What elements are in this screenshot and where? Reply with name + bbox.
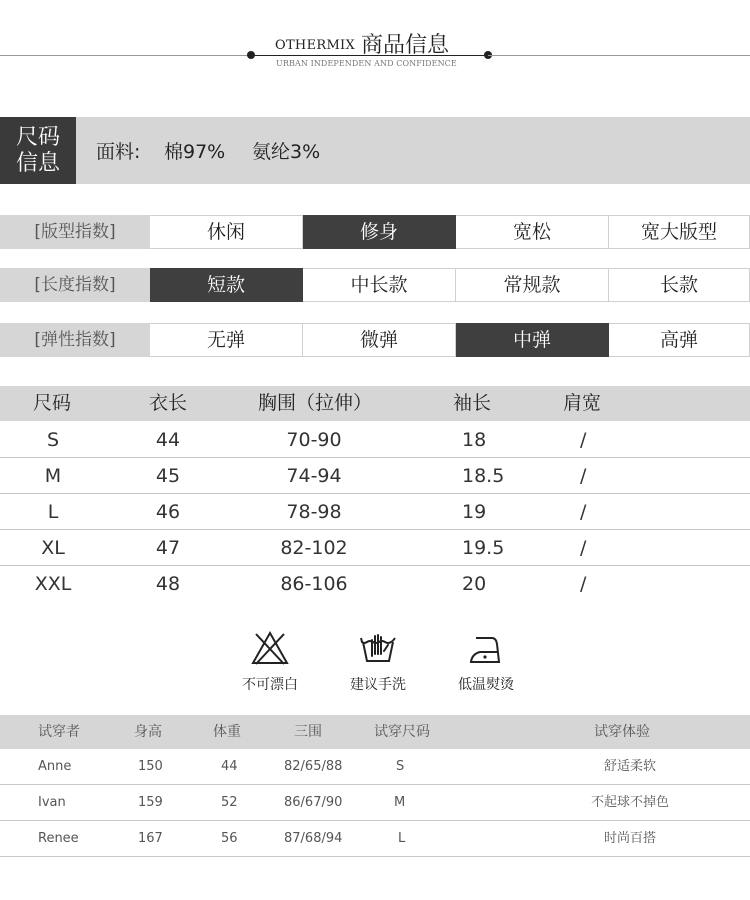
table-row [0, 566, 750, 602]
cell-sleeve: 18.5 [462, 465, 505, 487]
col-header-tester: 试穿者 [38, 724, 80, 740]
col-header-size: 尺码 [33, 392, 72, 414]
table-row [0, 494, 750, 530]
care-label-no-bleach: 不可漂白 [242, 677, 298, 693]
stretch-option-medium: 中弹 [456, 323, 609, 357]
care-no-bleach [225, 630, 315, 694]
cell-experience: 不起球不掉色 [590, 795, 669, 810]
length-option-long: 长款 [609, 268, 750, 302]
brand-name: OTHERMIX [275, 38, 356, 53]
fit-option-slim: 修身 [303, 215, 456, 249]
size-info-tag [0, 117, 76, 184]
cell-experience: 舒适柔软 [603, 759, 656, 774]
length-index-row [0, 268, 750, 302]
cell-tester: Ivan [38, 795, 66, 810]
table-row [0, 422, 750, 458]
care-label-hand-wash: 建议手洗 [350, 677, 406, 693]
cell-tester: Anne [38, 759, 72, 774]
cell-length: 48 [155, 573, 181, 595]
cell-size: M [44, 465, 62, 487]
no-bleach-icon [250, 630, 290, 666]
low-iron-icon [466, 630, 506, 666]
cell-shoulder: / [580, 537, 587, 559]
cell-tried-size: L [398, 831, 406, 846]
cell-tried-size: S [396, 759, 405, 774]
stretch-index-label: [弹性指数] [0, 323, 150, 357]
fabric-banner [0, 117, 750, 184]
fabric-cotton: 棉97% [164, 141, 226, 163]
cell-chest: 78-98 [286, 501, 342, 523]
cell-weight: 52 [221, 795, 238, 810]
table-row [0, 530, 750, 566]
table-row [0, 785, 750, 821]
size-table-header [0, 386, 750, 421]
col-header-height: 身高 [134, 724, 162, 740]
care-low-iron [441, 630, 531, 694]
care-label-low-iron: 低温熨烫 [458, 677, 514, 693]
col-header-length: 衣长 [149, 392, 188, 414]
table-row [0, 821, 750, 857]
care-hand-wash [333, 630, 423, 694]
cell-chest: 74-94 [286, 465, 342, 487]
size-info-tag-line1: 尺码 [15, 125, 60, 150]
stretch-index-row [0, 323, 750, 357]
cell-size: XXL [34, 573, 72, 595]
cell-measurements: 87/68/94 [284, 831, 343, 846]
fit-index-label: [版型指数] [0, 215, 150, 249]
brand-slogan: URBAN INDEPENDEN AND CONFIDENCE [276, 59, 457, 68]
cell-shoulder: / [580, 573, 587, 595]
cell-sleeve: 20 [462, 573, 487, 595]
cell-shoulder: / [580, 429, 587, 451]
cell-measurements: 82/65/88 [284, 759, 343, 774]
stretch-option-none: 无弹 [150, 323, 303, 357]
cell-chest: 86-106 [280, 573, 348, 595]
col-header-sleeve: 袖长 [453, 392, 492, 414]
col-header-chest: 胸围（拉伸） [258, 392, 373, 414]
cell-sleeve: 19 [462, 501, 487, 523]
cell-size: L [47, 501, 59, 523]
stretch-option-high: 高弹 [609, 323, 750, 357]
cell-measurements: 86/67/90 [284, 795, 343, 810]
col-header-measurements: 三围 [294, 724, 322, 740]
length-option-mid: 中长款 [303, 268, 456, 302]
header-rule-right [488, 55, 750, 56]
fabric-label: 面料: [96, 141, 141, 163]
col-header-weight: 体重 [213, 724, 241, 740]
fit-option-oversized: 宽大版型 [609, 215, 750, 249]
tryon-table-header [0, 715, 750, 749]
col-header-experience: 试穿体验 [594, 724, 650, 740]
cell-tried-size: M [394, 795, 406, 810]
length-option-short: 短款 [150, 268, 303, 302]
cell-chest: 70-90 [286, 429, 342, 451]
cell-height: 159 [138, 795, 163, 810]
cell-experience: 时尚百搭 [603, 831, 656, 846]
table-row [0, 458, 750, 494]
fit-index-row [0, 215, 750, 249]
hand-wash-icon [358, 630, 398, 666]
fabric-spandex: 氨纶3% [252, 141, 321, 163]
cell-shoulder: / [580, 465, 587, 487]
length-index-label: [长度指数] [0, 268, 150, 302]
cell-height: 150 [138, 759, 163, 774]
cell-height: 167 [138, 831, 163, 846]
cell-length: 44 [155, 429, 181, 451]
length-option-regular: 常规款 [456, 268, 609, 302]
fit-option-loose: 宽松 [456, 215, 609, 249]
header-rule-left [0, 55, 251, 56]
cell-length: 46 [155, 501, 181, 523]
cell-length: 47 [155, 537, 181, 559]
cell-size: XL [41, 537, 65, 559]
cell-size: S [46, 429, 60, 451]
cell-sleeve: 18 [462, 429, 487, 451]
col-header-tried-size: 试穿尺码 [374, 724, 430, 740]
fit-option-casual: 休闲 [150, 215, 303, 249]
col-header-shoulder: 肩宽 [563, 392, 602, 414]
stretch-option-slight: 微弹 [303, 323, 456, 357]
cell-length: 45 [155, 465, 181, 487]
cell-shoulder: / [580, 501, 587, 523]
cell-sleeve: 19.5 [462, 537, 505, 559]
table-row [0, 749, 750, 785]
page-title: 商品信息 [361, 33, 450, 58]
size-info-tag-line2: 信息 [15, 151, 60, 176]
cell-weight: 44 [221, 759, 238, 774]
cell-chest: 82-102 [280, 537, 348, 559]
cell-tester: Renee [38, 831, 79, 846]
cell-weight: 56 [221, 831, 238, 846]
